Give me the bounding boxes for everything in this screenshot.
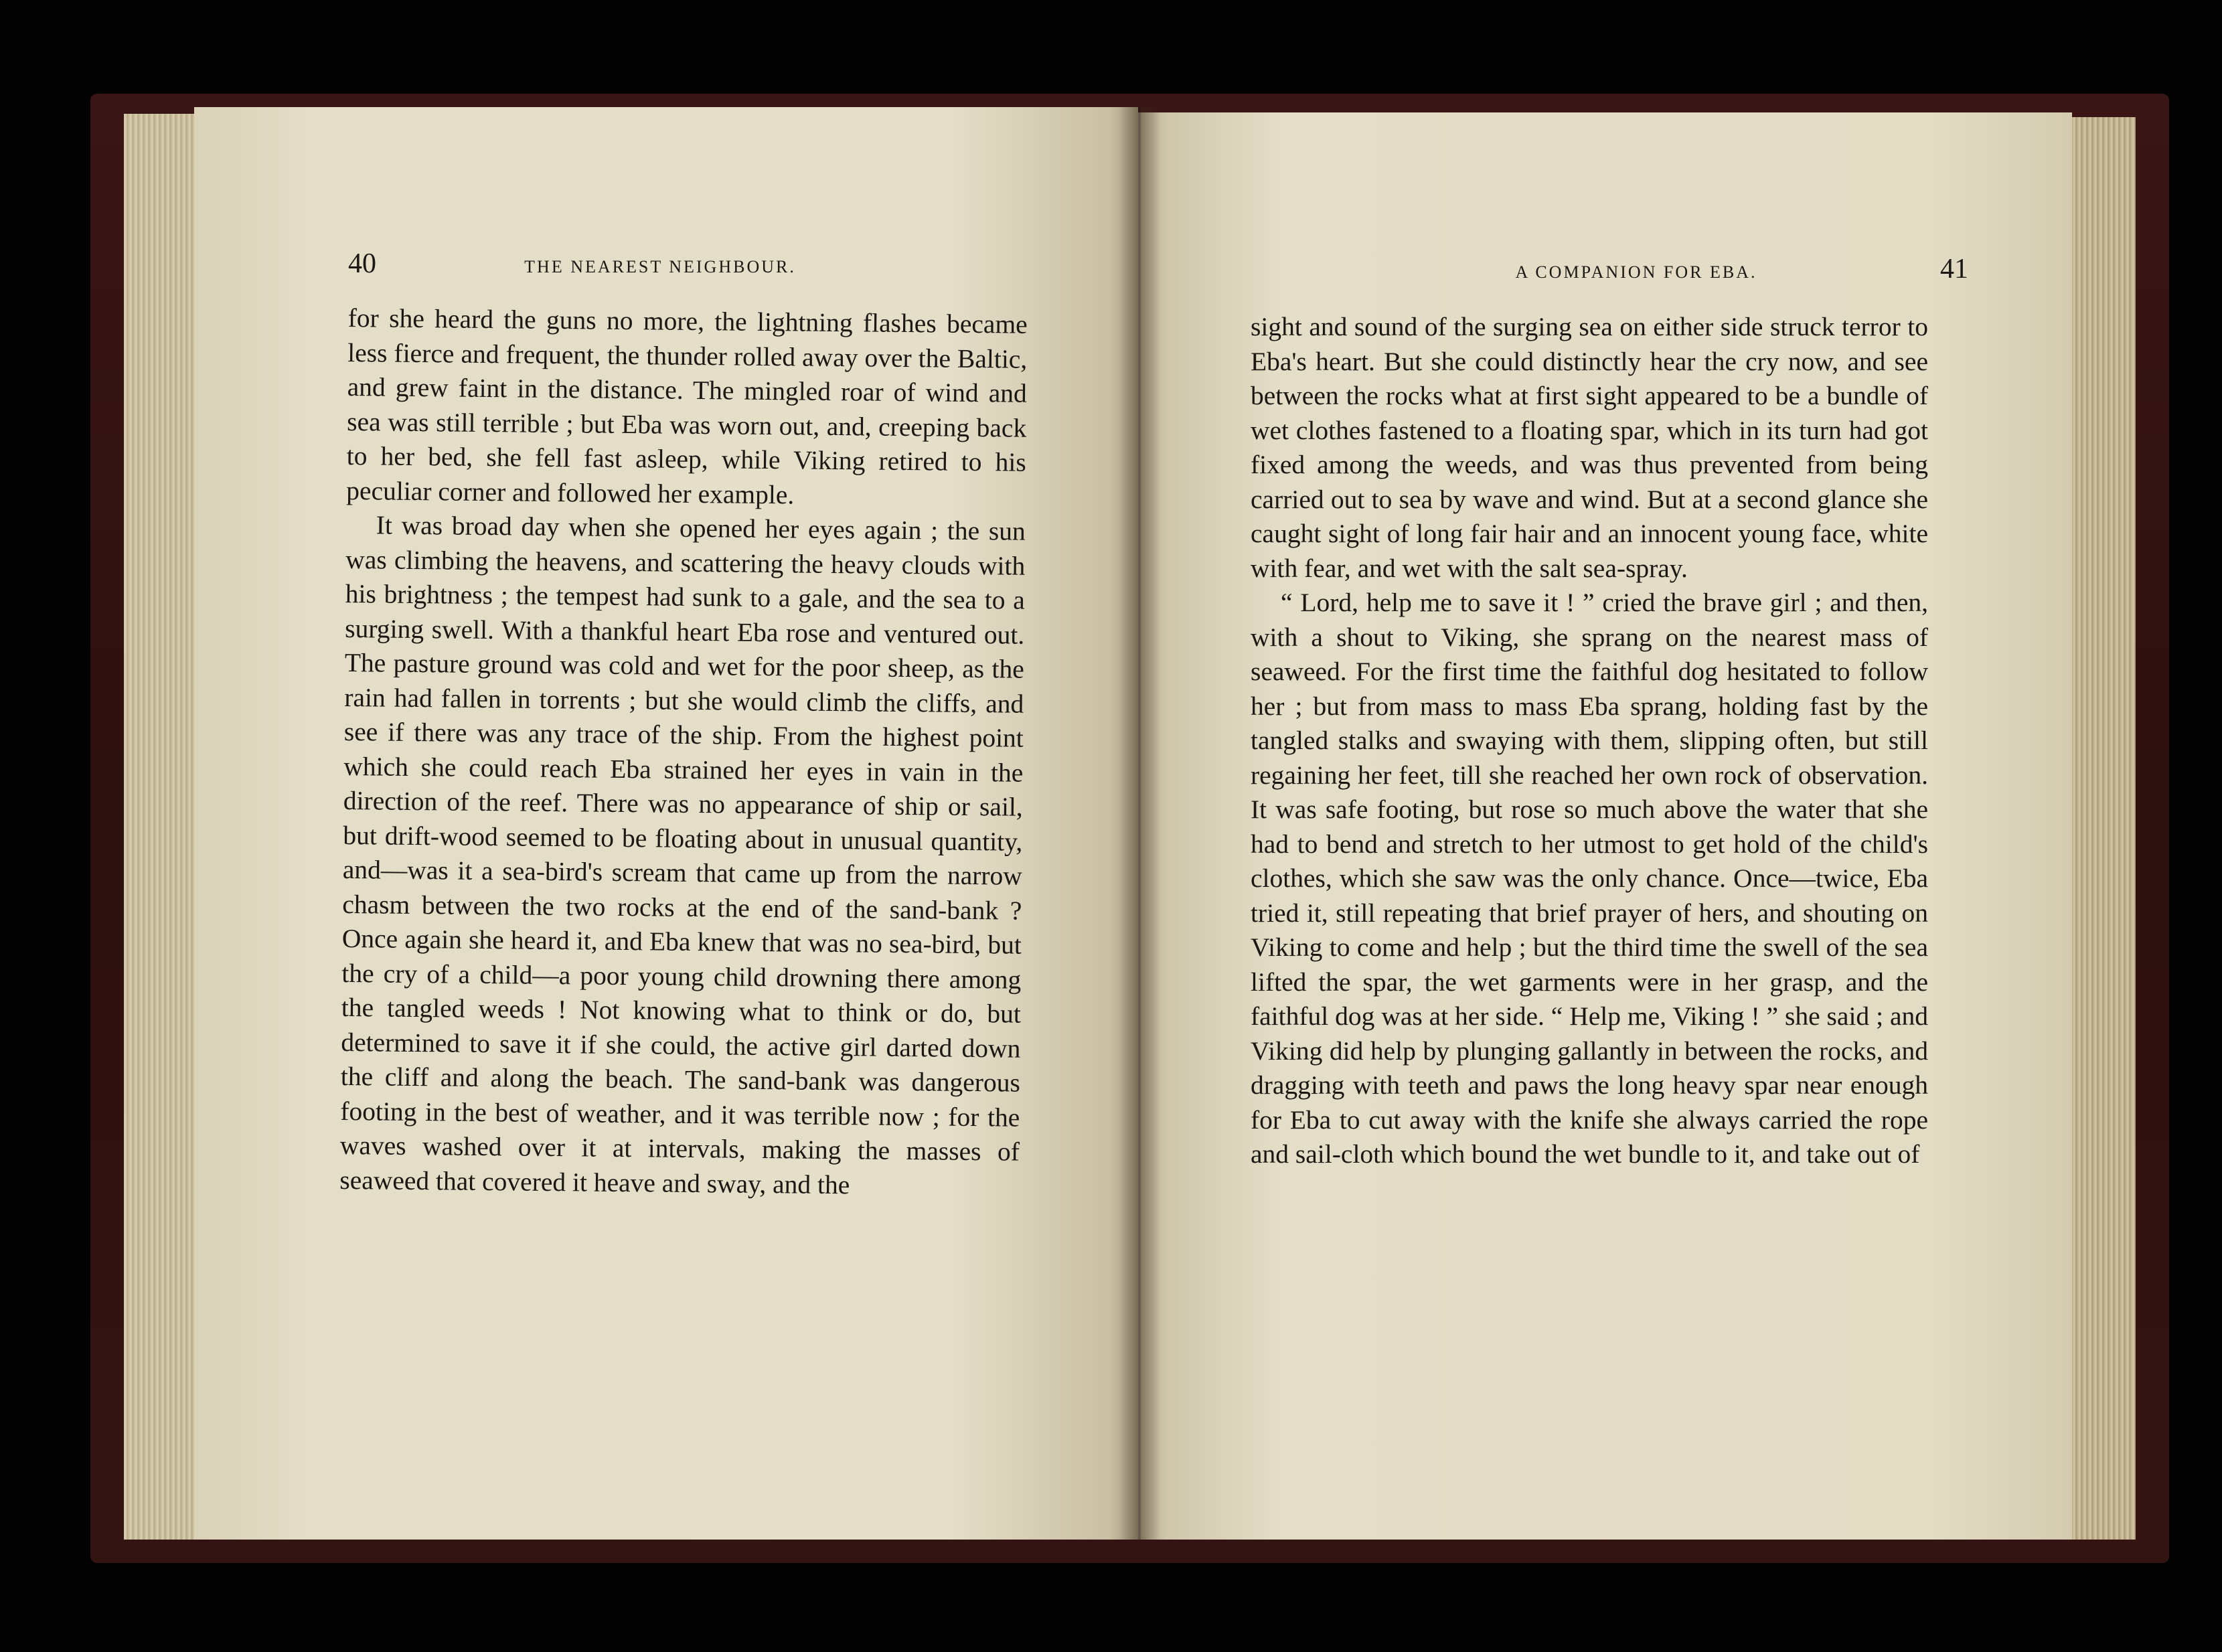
left-page xyxy=(194,107,1138,1540)
right-running-head: A COMPANION FOR EBA. xyxy=(1515,262,1757,282)
paragraph: for she heard the guns no more, the lightning flashes became less fierce and frequent, the thunder rolled away over the Baltic, and grew faint in the distance. The mingled roar of wind and sea was still terrible ; but Eba was worn out, and, creeping back to her bed, she fell fast asleep, while Viking retired to his peculiar corner and followed her example. xyxy=(346,303,1028,509)
left-page-number: 40 xyxy=(348,248,376,279)
left-running-head: THE NEAREST NEIGHBOUR. xyxy=(524,257,796,276)
right-page-body xyxy=(1251,310,1928,1172)
paragraph: “ Lord, help me to save it ! ” cried the brave girl ; and then, with a shout to Viking, she sprang on the nearest mass of seaweed. For the first time the faithful dog hesitated to follow her ; but from mass to mass Eba sprang, holding fast by the tangled stalks and swaying with them, slipping often, but still regaining her feet, till she reached her own rock of observation. It was safe footing, but rose so much above the water that she had to bend and stretch to her utmost to get hold of the child's clothes, which she saw was the only chance. Once—twice, Eba tried it, still repeating that brief prayer of hers, and shouting on Viking to come and help ; but the third time the swell of the sea lifted the spar, the wet garments were in her grasp, and the faithful dog was at her side. “ Help me, Viking ! ” she said ; and Viking did help by plunging gallantly in between the rocks, and dragging with teeth and paws the long heavy spar near enough for Eba to cut away with the knife she always carried the rope and sail-cloth which bound the wet bundle to it, and take out of xyxy=(1251,588,1928,1169)
right-page-header xyxy=(1252,253,1968,293)
left-page-body xyxy=(339,301,1028,1204)
right-page-edges xyxy=(2062,117,2136,1540)
right-page xyxy=(1138,112,2072,1540)
paragraph: sight and sound of the surging sea on either side struck terror to Eba's heart. But she could distinctly hear the cry now, and see between the rocks what at first sight appeared to be a bundle of wet clothes fastened to a floating spar, which in its turn had got fixed among the weeds, and was thus prevented from being carried out to sea by wave and wind. But at a second glance she caught sight of long fair hair and an innocent young face, white with fear, and wet with the salt sea-spray. xyxy=(1251,312,1928,583)
right-page-number: 41 xyxy=(1940,254,1968,284)
left-page-header xyxy=(348,248,1051,288)
book-gutter xyxy=(1119,107,1160,1540)
paragraph: It was broad day when she opened her eyes again ; the sun was climbing the heavens, and scattering the heavy clouds with his brightness ; the tempest had sunk to a gale, and the sea to a surging swell. With a thankful heart Eba rose and ventured out. The pasture ground was cold and wet for the poor sheep, as the rain had fallen in torrents ; but she would climb the cliffs, and see if there was any trace of the ship. From the highest point which she could reach Eba strained her eyes in vain in the direction of the reef. There was no appearance of ship or sail, but drift-wood seemed to be floating about in unusual quantity, and—was it a sea-bird's scream that came up from the narrow chasm between the two rocks at the end of the sand-bank ? Once again she heard it, and Eba knew that was no sea-bird, but the cry of a child—a poor young child drowning there among the tangled weeds ! Not knowing what to think or do, but determined to save it if she could, the active girl darted down the cliff and along the beach. The sand-bank was dangerous footing in the best of weather, and it was terrible now ; for the waves washed over it at intervals, making the masses of seaweed that covered it heave and sway, and the xyxy=(339,510,1026,1200)
